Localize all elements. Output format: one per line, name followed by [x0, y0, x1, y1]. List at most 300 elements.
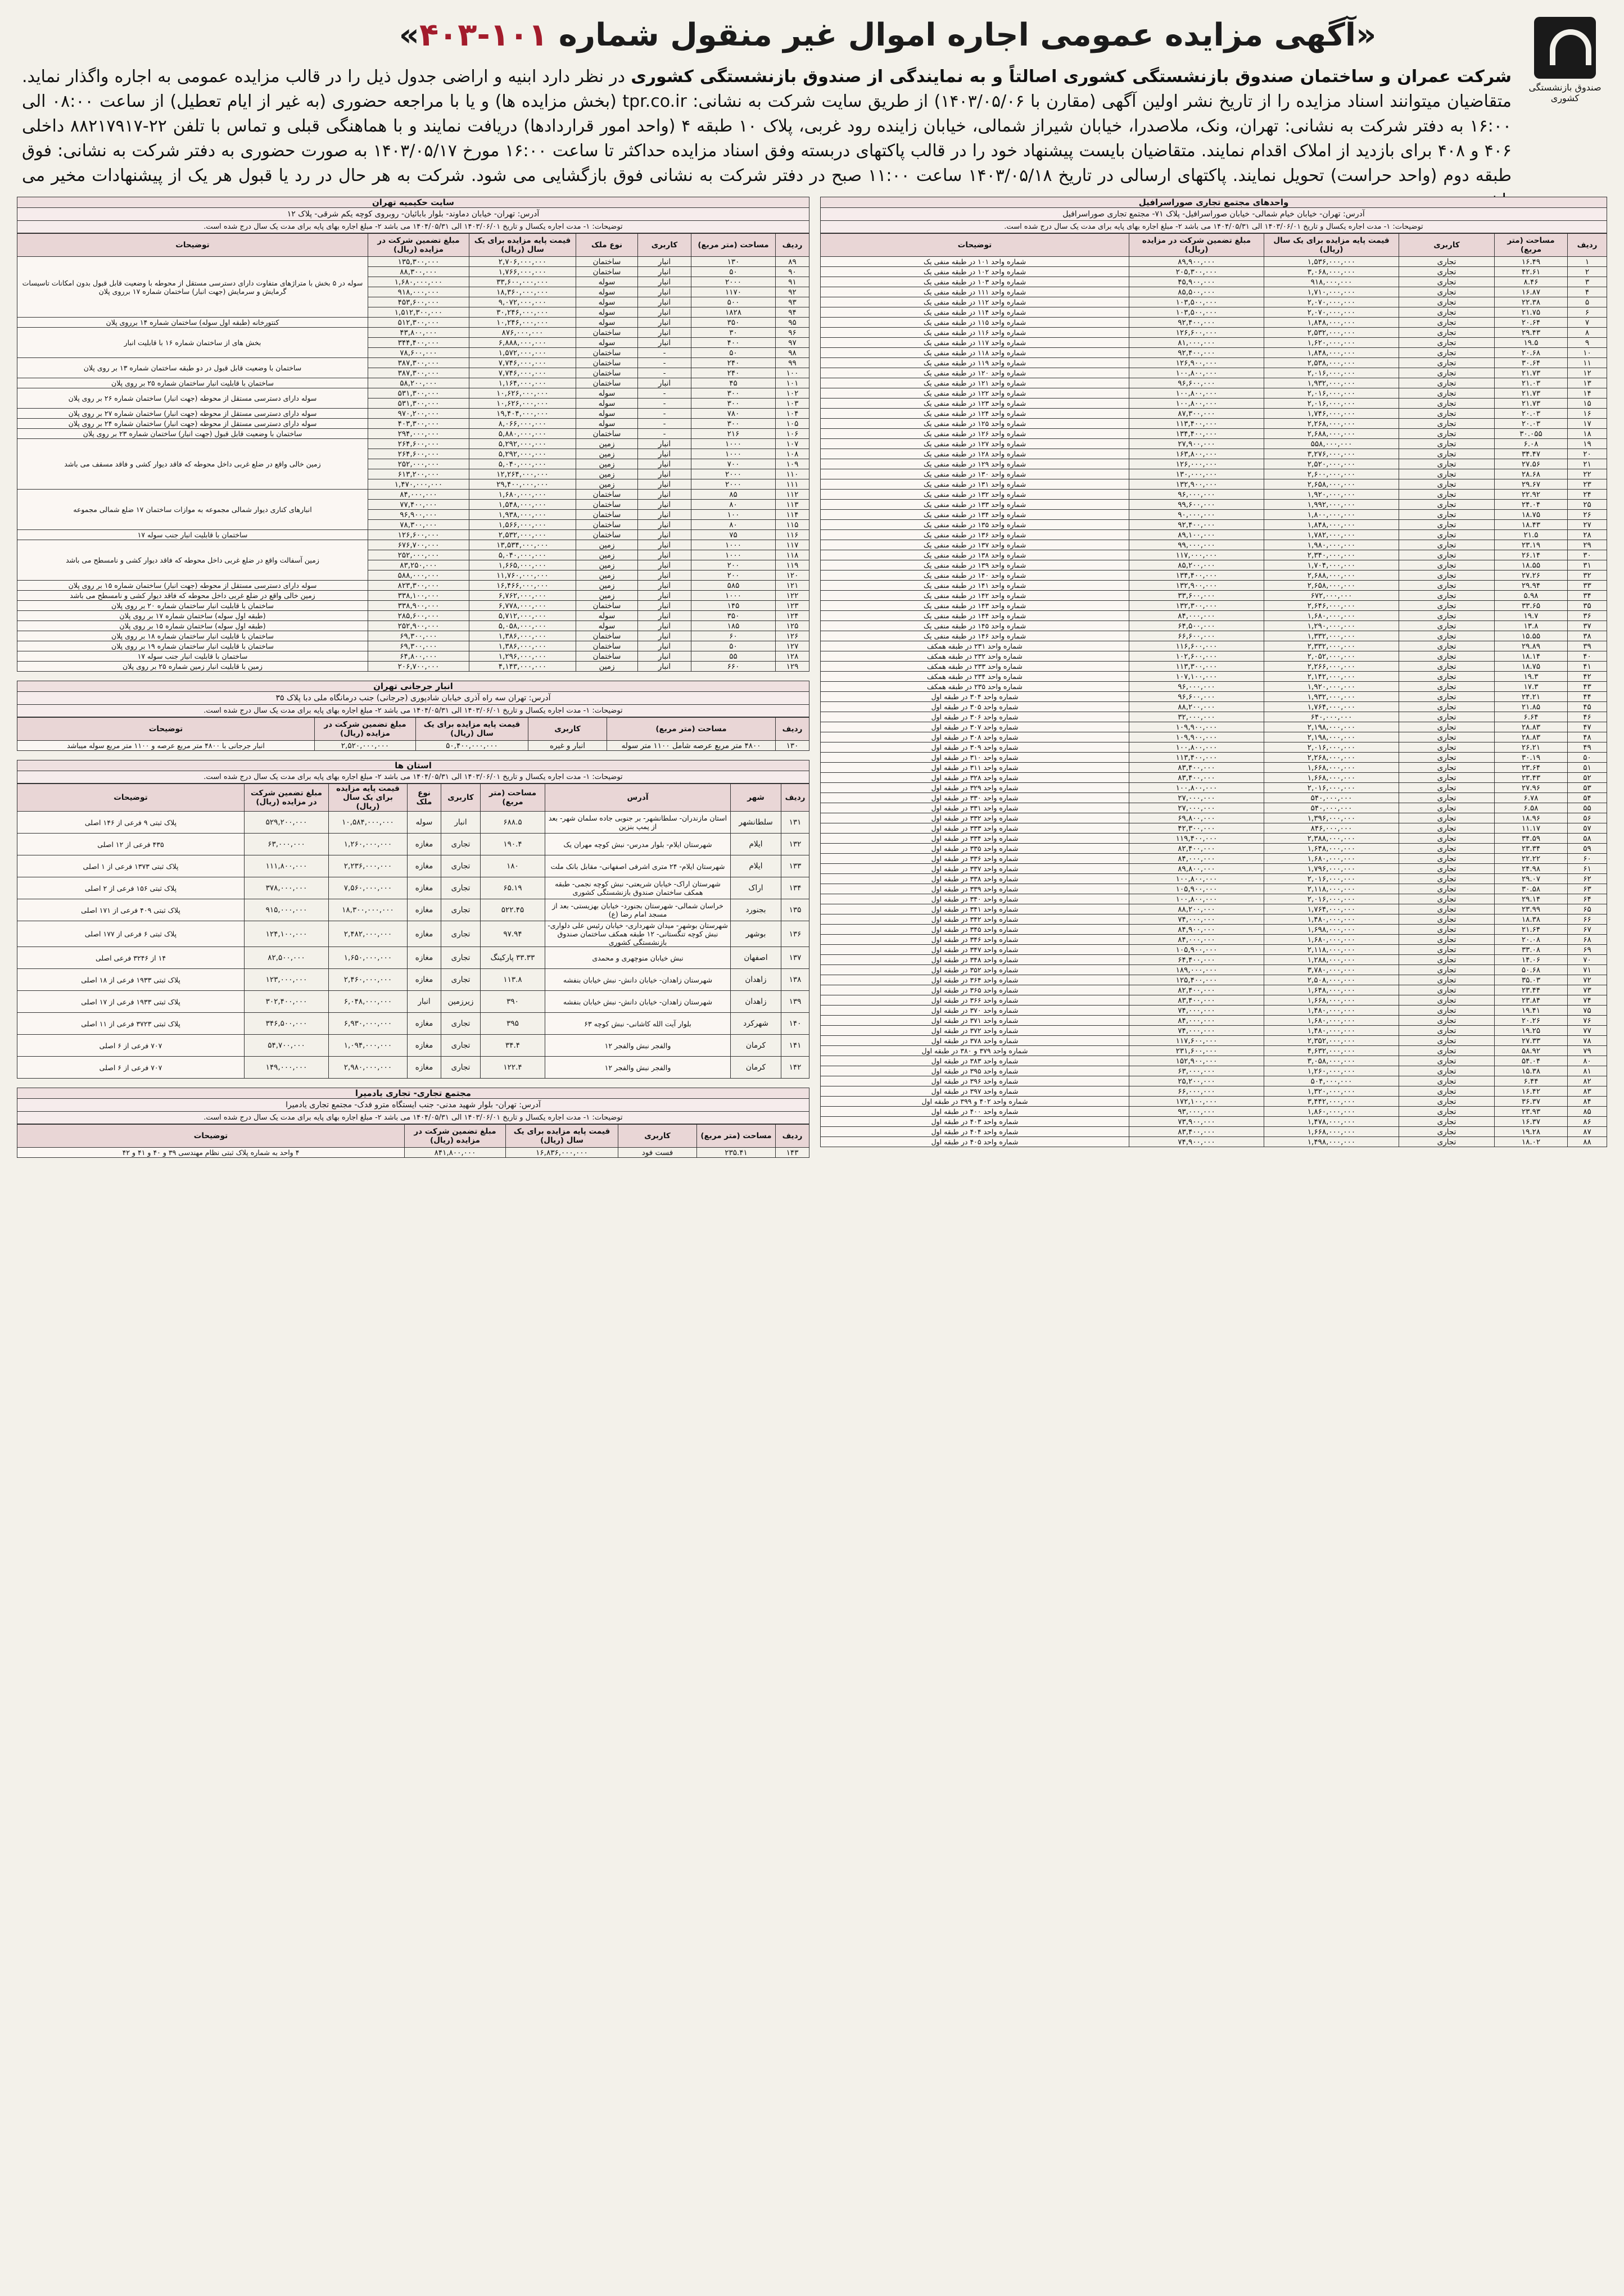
column-header: مساحت (متر مربع) [697, 1125, 776, 1148]
table-row [821, 601, 1607, 611]
table-cell: سوله [576, 307, 638, 318]
table-cell: شماره واحد ۱۴۵ در طبقه منفی یک [821, 621, 1129, 631]
table-cell: شماره واحد ۱۲۸ در طبقه منفی یک [821, 449, 1129, 459]
table-cell: ۹۶,۰۰۰,۰۰۰ [1129, 682, 1264, 692]
table-cell: تجاری [1399, 783, 1495, 793]
table-cell: شماره واحد ۱۳۰ در طبقه منفی یک [821, 469, 1129, 479]
table-cell: ایلام [731, 855, 781, 877]
column-header: توضیحات [821, 234, 1129, 257]
table-cell: ۶۹ [1568, 945, 1607, 955]
table-row [17, 991, 809, 1013]
table-cell: ۱,۵۴۸,۰۰۰,۰۰۰ [469, 500, 576, 510]
table-cell: تجاری [1399, 793, 1495, 803]
table-cell: مغازه [408, 921, 441, 947]
table-cell: ۶۵.۱۹ [481, 877, 545, 899]
table-cell: ۶.۷۸ [1495, 793, 1568, 803]
table-cell: ۹۱۸,۰۰۰,۰۰۰ [368, 287, 469, 297]
table-cell: ۱۸.۰۲ [1495, 1137, 1568, 1147]
table-cell: ۲۹۴,۰۰۰,۰۰۰ [368, 429, 469, 439]
table-row [821, 398, 1607, 409]
table-cell: شماره واحد ۳۰۸ در طبقه اول [821, 732, 1129, 742]
table-cell: ۱ [1568, 257, 1607, 267]
row-description: ساختمان با قابلیت انبار ساختمان شماره ۲۵ بر روی پلان [17, 378, 368, 388]
table-row [821, 429, 1607, 439]
table-cell: ۱,۸۶۰,۰۰۰,۰۰۰ [1264, 1107, 1399, 1117]
table-cell: ۱,۶۶۸,۰۰۰,۰۰۰ [1264, 763, 1399, 773]
table-cell: ۱۱۹,۴۰۰,۰۰۰ [1129, 834, 1264, 844]
row-description: ساختمان با وضعیت قابل قبول در دو طبقه ساختمان شماره ۱۳ بر روی پلان [17, 358, 368, 378]
table-cell: انبار [638, 591, 691, 601]
table-cell: ۱۰۰ [776, 368, 809, 378]
table-cell: ۶.۵۸ [1495, 803, 1568, 813]
table-cell: انبار [638, 631, 691, 641]
table-cell: ۲۹ [1568, 540, 1607, 550]
table-cell: ۲۷ [1568, 520, 1607, 530]
table-cell: ۱۸,۳۰۰,۰۰۰,۰۰۰ [329, 899, 408, 921]
table-cell: ۱۱ [1568, 358, 1607, 368]
table-cell: ۳۴.۴۷ [1495, 449, 1568, 459]
table-cell: ۳۷ [1568, 621, 1607, 631]
table-cell: ۸۸,۲۰۰,۰۰۰ [1129, 904, 1264, 914]
table-cell: ۸۸ [1568, 1137, 1607, 1147]
table-row [821, 662, 1607, 672]
table-cell: ۱۶,۴۶۶,۰۰۰,۰۰۰ [469, 581, 576, 591]
table-cell: ۳۴.۵۹ [1495, 834, 1568, 844]
table-cell: شماره واحد ۳۴۵ در طبقه اول [821, 925, 1129, 935]
table-cell: سوله [576, 621, 638, 631]
table-cell: ۸۰ [691, 500, 776, 510]
table-row [821, 702, 1607, 712]
table-cell: ۳۰ [691, 328, 776, 338]
table-cell: تجاری [1399, 662, 1495, 672]
table-cell: ۱۹.۴۱ [1495, 1006, 1568, 1016]
table-cell: سوله [408, 812, 441, 834]
table-cell: ۴۰ [1568, 651, 1607, 662]
table-cell: - [638, 429, 691, 439]
column-header: مساحت (متر مربع) [691, 234, 776, 257]
table-cell: تجاری [1399, 1117, 1495, 1127]
table-row [821, 742, 1607, 753]
table-cell: تجاری [1399, 1006, 1495, 1016]
table-cell: ۲۲ [1568, 469, 1607, 479]
table-cell: ساختمان [576, 641, 638, 651]
table-row [821, 1026, 1607, 1036]
table-cell: ۹۶,۶۰۰,۰۰۰ [1129, 378, 1264, 388]
table-cell: ۱,۶۲۰,۰۰۰,۰۰۰ [1264, 338, 1399, 348]
table-cell: شماره واحد ۳۳۵ در طبقه اول [821, 844, 1129, 854]
column-header: کاربری [618, 1125, 697, 1148]
table-cell: ۸۴۶,۰۰۰,۰۰۰ [1264, 823, 1399, 834]
table-cell: تجاری [1399, 469, 1495, 479]
table-cell: بلوار آیت الله کاشانی- نبش کوچه ۶۳ [545, 1013, 731, 1035]
company-name: شرکت عمران و ساختمان صندوق بازنشستگی کشوری اصالتاً و به نمایندگی از صندوق بازنشستگی کشوری [631, 67, 1512, 87]
table-cell: تجاری [1399, 955, 1495, 965]
table-cell: پلاک ثبتی ۱۹۳۳ فرعی از ۱۷ اصلی [17, 991, 245, 1013]
table-row [821, 277, 1607, 287]
table-cell: ۵۰ [1568, 753, 1607, 763]
table-cell: زمین [576, 570, 638, 581]
table-cell: شماره واحد ۳۹۵ در طبقه اول [821, 1066, 1129, 1076]
column-header: توضیحات [17, 234, 368, 257]
table-cell: شماره واحد ۱۲۷ در طبقه منفی یک [821, 439, 1129, 449]
table-cell: ۶۶,۰۰۰,۰۰۰ [1129, 1086, 1264, 1097]
table-cell: ساختمان [576, 348, 638, 358]
table-cell: ۱,۰۹۴,۰۰۰,۰۰۰ [329, 1035, 408, 1057]
table-cell: شماره واحد ۴۰۲ و ۳۹۹ در طبقه اول [821, 1097, 1129, 1107]
table-cell: شماره واحد ۳۴۶ در طبقه اول [821, 935, 1129, 945]
table-cell: تجاری [1399, 995, 1495, 1006]
table-cell: ۱۲۶,۰۰۰,۰۰۰ [1129, 459, 1264, 469]
table-cell: ۲۱.۶۴ [1495, 925, 1568, 935]
table-cell: ۱۸۵ [691, 621, 776, 631]
table-cell: شماره واحد ۲۳۱ در طبقه همکف [821, 641, 1129, 651]
table-cell: تجاری [1399, 975, 1495, 985]
table-cell: ۱۰۰,۸۰۰,۰۰۰ [1129, 742, 1264, 753]
table-row [821, 1036, 1607, 1046]
table-cell: تجاری [1399, 277, 1495, 287]
table-cell: ساختمان [576, 651, 638, 662]
table-cell: والفجر نبش والفجر ۱۲ [545, 1057, 731, 1079]
section-address: آدرس: تهران- بلوار شهید مدنی- جنب ایستگاه مترو فدک- مجتمع تجاری یادمیرا [17, 1099, 809, 1112]
table-cell: ۱۱۳.۸ [481, 969, 545, 991]
table-cell: ۶۴ [1568, 894, 1607, 904]
table-cell: ۹۲ [776, 287, 809, 297]
table-cell: ۳۰,۲۴۶,۰۰۰,۰۰۰ [469, 307, 576, 318]
table-cell: ۳۷۸,۰۰۰,۰۰۰ [245, 877, 329, 899]
table-row [821, 672, 1607, 682]
column-header: کاربری [441, 784, 481, 812]
jarjani-table [17, 717, 809, 751]
table-row [17, 530, 809, 540]
table-cell: ۶۴,۵۰۰,۰۰۰ [1129, 621, 1264, 631]
table-cell: اصفهان [731, 947, 781, 969]
table-row [17, 1013, 809, 1035]
table-cell: پلاک ثبتی ۴۰۹ فرعی از ۱۷۱ اصلی [17, 899, 245, 921]
table-row [821, 732, 1607, 742]
table-cell: ۳۳ [1568, 581, 1607, 591]
table-cell: ۵۰۴,۰۰۰,۰۰۰ [1264, 1076, 1399, 1086]
table-cell: ۵۲۲.۴۵ [481, 899, 545, 921]
table-cell: ۳۳۸,۹۰۰,۰۰۰ [368, 601, 469, 611]
table-row [821, 854, 1607, 864]
table-cell: ۲۴ [1568, 490, 1607, 500]
table-cell: ۱,۷۴۶,۰۰۰,۰۰۰ [1264, 409, 1399, 419]
table-cell: انبار [638, 581, 691, 591]
table-cell: شماره واحد ۱۱۹ در طبقه منفی یک [821, 358, 1129, 368]
table-cell: ۲,۱۱۸,۰۰۰,۰۰۰ [1264, 884, 1399, 894]
column-header: مساحت (متر مربع) [1495, 234, 1568, 257]
table-cell: ۱۶.۸۷ [1495, 287, 1568, 297]
table-row [821, 469, 1607, 479]
table-cell: ۲۰ [1568, 449, 1607, 459]
table-row [821, 1076, 1607, 1086]
table-cell: ۸۴,۰۰۰,۰۰۰ [368, 490, 469, 500]
table-cell: ۷۰۰ [691, 459, 776, 469]
table-cell: ۲۳.۶۴ [1495, 763, 1568, 773]
table-cell: تجاری [1399, 985, 1495, 995]
table-cell: ۱۰۰۰ [691, 449, 776, 459]
table-cell: زمین [576, 550, 638, 560]
table-cell: تجاری [1399, 500, 1495, 510]
table-row [821, 591, 1607, 601]
table-cell: ۲,۱۴۲,۰۰۰,۰۰۰ [1264, 672, 1399, 682]
table-cell: تجاری [1399, 965, 1495, 975]
table-cell: ۱۰۰ [691, 510, 776, 520]
table-cell: ۸۴ [1568, 1097, 1607, 1107]
table-cell: سوله [576, 388, 638, 398]
table-row [17, 328, 809, 338]
table-cell: شماره واحد ۳۵۲ در طبقه اول [821, 965, 1129, 975]
table-cell: ۹۷ [776, 338, 809, 348]
table-cell: شماره واحد ۱۳۲ در طبقه منفی یک [821, 490, 1129, 500]
table-cell: ۲۵۲,۰۰۰,۰۰۰ [368, 550, 469, 560]
table-cell: ۲۳۱,۶۰۰,۰۰۰ [1129, 1046, 1264, 1056]
table-cell: ۶۶,۶۰۰,۰۰۰ [1129, 631, 1264, 641]
table-cell: ۱۱۷,۶۰۰,۰۰۰ [1129, 1036, 1264, 1046]
table-row [17, 662, 809, 672]
column-header: قیمت پایه مزایده برای یک سال (ریال) [469, 234, 576, 257]
table-cell: ۹۷.۹۴ [481, 921, 545, 947]
table-cell: ۲۵۲,۹۰۰,۰۰۰ [368, 621, 469, 631]
table-cell: ۹۹,۰۰۰,۰۰۰ [1129, 540, 1264, 550]
table-cell: ۲,۶۸۸,۰۰۰,۰۰۰ [1264, 429, 1399, 439]
table-cell: ۳,۷۸۰,۰۰۰,۰۰۰ [1264, 965, 1399, 975]
table-cell: ۲۰۵,۳۰۰,۰۰۰ [1129, 267, 1264, 277]
table-cell: ۵,۰۴۰,۰۰۰,۰۰۰ [469, 459, 576, 469]
table-cell: ۱۹,۴۰۴,۰۰۰,۰۰۰ [469, 409, 576, 419]
table-cell: ۱۴.۰۶ [1495, 955, 1568, 965]
row-description: زمین با قابلیت انبار زمین شماره ۲۵ بر روی پلان [17, 662, 368, 672]
table-row [17, 1057, 809, 1079]
table-cell: مغازه [408, 1057, 441, 1079]
table-cell: ۱۹۰.۴ [481, 834, 545, 855]
table-cell: ۱۱۷ [776, 540, 809, 550]
table-cell: تجاری [1399, 1086, 1495, 1097]
page-title: «آگهی مزایده عمومی اجاره اموال غیر منقول شماره ۱۰۱-۴۰۳» [399, 17, 1377, 53]
table-cell: انبار جرجانی با ۴۸۰۰ متر مربع عرصه و ۱۱۰۰ متر مربع سوله میباشد [17, 741, 315, 751]
table-row [17, 318, 809, 328]
table-cell: ۲,۵۳۲,۰۰۰,۰۰۰ [469, 530, 576, 540]
table-cell: شماره واحد ۱۴۳ در طبقه منفی یک [821, 601, 1129, 611]
table-cell: ۳,۰۶۸,۰۰۰,۰۰۰ [1264, 267, 1399, 277]
table-cell: اراک [731, 877, 781, 899]
table-row [17, 877, 809, 899]
table-cell: ۲,۰۱۶,۰۰۰,۰۰۰ [1264, 874, 1399, 884]
table-cell: ۳۸۷,۳۰۰,۰۰۰ [368, 358, 469, 368]
table-cell: زمین [576, 540, 638, 550]
table-row [821, 611, 1607, 621]
table-cell: ۲,۷۰۶,۰۰۰,۰۰۰ [469, 257, 576, 267]
table-cell: تجاری [1399, 530, 1495, 540]
table-cell: ۲۵ [1568, 500, 1607, 510]
table-cell: ۱۴۲ [781, 1057, 809, 1079]
table-cell: ۱۵.۵۵ [1495, 631, 1568, 641]
table-cell: ۵,۰۴۰,۰۰۰,۰۰۰ [469, 550, 576, 560]
table-row [17, 834, 809, 855]
table-cell: ۱۱,۷۶۰,۰۰۰,۰۰۰ [469, 570, 576, 581]
table-cell: ۱,۷۰۴,۰۰۰,۰۰۰ [1264, 560, 1399, 570]
table-cell: ۷۷ [1568, 1026, 1607, 1036]
table-cell: ۷۰۷ فرعی از ۶ اصلی [17, 1057, 245, 1079]
table-cell: شماره واحد ۳۳۲ در طبقه اول [821, 813, 1129, 823]
table-cell: انبار و غیره [528, 741, 607, 751]
table-cell: ۳۴.۴ [481, 1035, 545, 1057]
table-cell: تجاری [1399, 641, 1495, 651]
table-cell: ۱۹.۲۵ [1495, 1026, 1568, 1036]
table-cell: ۲۳ [1568, 479, 1607, 490]
table-cell: زمین [576, 479, 638, 490]
table-cell: ۱۴۵ [691, 601, 776, 611]
table-cell: ۲۱.۷۳ [1495, 388, 1568, 398]
table-cell: ۲,۴۶۰,۰۰۰,۰۰۰ [329, 969, 408, 991]
table-cell: تجاری [441, 899, 481, 921]
table-cell: ۲,۶۸۸,۰۰۰,۰۰۰ [1264, 570, 1399, 581]
table-cell: ۱۰۰۰ [691, 439, 776, 449]
table-cell: شماره واحد ۳۰۶ در طبقه اول [821, 712, 1129, 722]
table-cell: شماره واحد ۳۳۹ در طبقه اول [821, 884, 1129, 894]
table-cell: ۱۲۲.۴ [481, 1057, 545, 1079]
table-row [821, 783, 1607, 793]
table-cell: ۱,۹۳۲,۰۰۰,۰۰۰ [1264, 692, 1399, 702]
table-cell: ۱۱۳,۴۰۰,۰۰۰ [1129, 419, 1264, 429]
left-column [17, 197, 809, 1158]
table-cell: ۱۲۸ [776, 651, 809, 662]
table-cell: ۱۳۱ [781, 812, 809, 834]
table-cell: ۱۱۹ [776, 560, 809, 570]
table-cell: ۲۱۶ [691, 429, 776, 439]
table-cell: ۵۳ [1568, 783, 1607, 793]
column-header: نوع ملک [408, 784, 441, 812]
table-cell: ۱۸۹,۰۰۰,۰۰۰ [1129, 965, 1264, 975]
table-cell: تجاری [1399, 449, 1495, 459]
table-cell: ۳۶.۳۷ [1495, 1097, 1568, 1107]
table-cell: شماره واحد ۳۳۸ در طبقه اول [821, 874, 1129, 884]
table-cell: تجاری [441, 969, 481, 991]
table-cell: ۵۳۱,۳۰۰,۰۰۰ [368, 388, 469, 398]
table-cell: ۳۱ [1568, 560, 1607, 570]
table-cell: انبار [638, 267, 691, 277]
table-cell: ۲۱ [1568, 459, 1607, 469]
table-cell: تجاری [441, 1035, 481, 1057]
table-cell: ۲۳.۴۴ [1495, 985, 1568, 995]
table-cell: انبار [638, 257, 691, 267]
table-cell: ۲,۶۵۸,۰۰۰,۰۰۰ [1264, 479, 1399, 490]
table-cell: ۲۴۰ [691, 368, 776, 378]
section-note: توضیحات: ۱- مدت اجاره یکسال و تاریخ ۱۴۰۳/۰۶/۰۱ الی ۱۴۰۴/۰۵/۳۱ می باشد ۲- مبلغ اجاره بهای پایه برای مدت یک سال درج شده است. [17, 705, 809, 717]
table-cell: شماره واحد ۳۴۲ در طبقه اول [821, 914, 1129, 925]
table-cell: ۶۷۶,۷۰۰,۰۰۰ [368, 540, 469, 550]
table-cell: ۱,۴۸۰,۰۰۰,۰۰۰ [1264, 1006, 1399, 1016]
table-cell: ۲۱.۷۵ [1495, 307, 1568, 318]
table-cell: شماره واحد ۳۱۰ در طبقه اول [821, 753, 1129, 763]
column-header: قیمت پایه مزایده برای یک سال (ریال) [329, 784, 408, 812]
table-cell: ۲۳.۴۳ [1495, 773, 1568, 783]
table-cell: ۴۸۰۰ متر مربع عرصه شامل ۱۱۰۰ متر سوله [607, 741, 776, 751]
table-cell: ۱۰۸ [776, 449, 809, 459]
table-cell: مغازه [408, 855, 441, 877]
table-row [821, 763, 1607, 773]
column-header: مبلغ تضمین شرکت در مزایده (ریال) [1129, 234, 1264, 257]
table-cell: شماره واحد ۱۳۵ در طبقه منفی یک [821, 520, 1129, 530]
table-cell: انبار [638, 328, 691, 338]
table-cell: ۲۱.۷۳ [1495, 398, 1568, 409]
table-cell: ۲,۰۵۲,۰۰۰,۰۰۰ [1264, 651, 1399, 662]
table-cell: - [638, 358, 691, 368]
column-header: ردیف [776, 1125, 809, 1148]
table-cell: کرمان [731, 1035, 781, 1057]
table-cell: ۶۳ [1568, 884, 1607, 894]
table-cell: تجاری [1399, 368, 1495, 378]
table-row [821, 338, 1607, 348]
table-cell: ۱۰۰,۸۰۰,۰۰۰ [1129, 874, 1264, 884]
table-row [821, 874, 1607, 884]
table-cell: ۱۳۴,۴۰۰,۰۰۰ [1129, 429, 1264, 439]
table-cell: تجاری [1399, 257, 1495, 267]
table-cell: ۲۵,۲۰۰,۰۰۰ [1129, 1076, 1264, 1086]
table-cell: انبار [638, 307, 691, 318]
table-cell: ۹۲,۴۰۰,۰۰۰ [1129, 520, 1264, 530]
table-cell: ۸۸,۲۰۰,۰۰۰ [1129, 702, 1264, 712]
table-cell: شماره واحد ۱۴۲ در طبقه منفی یک [821, 591, 1129, 601]
table-cell: ۲۳۵.۴۱ [697, 1148, 776, 1158]
table-cell: شماره واحد ۱۴۶ در طبقه منفی یک [821, 631, 1129, 641]
table-cell: ۱۳۸ [781, 969, 809, 991]
table-cell: انبار [638, 287, 691, 297]
table-row [821, 409, 1607, 419]
table-cell: ۲,۲۳۶,۰۰۰,۰۰۰ [329, 855, 408, 877]
table-row [17, 388, 809, 398]
table-cell: - [638, 388, 691, 398]
row-description: (طبقه اول سوله) ساختمان شماره ۱۵ بر روی پلان [17, 621, 368, 631]
table-cell: ۲,۳۵۲,۰۰۰,۰۰۰ [1264, 1036, 1399, 1046]
table-row [821, 1107, 1607, 1117]
table-cell: شماره واحد ۱۰۱ در طبقه منفی یک [821, 257, 1129, 267]
table-cell: انبار [638, 651, 691, 662]
table-cell: ۲,۲۶۸,۰۰۰,۰۰۰ [1264, 753, 1399, 763]
table-cell: شماره واحد ۲۳۳ در طبقه همکف [821, 662, 1129, 672]
table-cell: مغازه [408, 1013, 441, 1035]
table-cell: ۷۳ [1568, 985, 1607, 995]
table-cell: ۲,۵۰۸,۰۰۰,۰۰۰ [1264, 975, 1399, 985]
table-cell: تجاری [1399, 479, 1495, 490]
table-cell: ۲۳.۸۴ [1495, 995, 1568, 1006]
table-cell: ۱۸ [1568, 429, 1607, 439]
table-cell: ۸۴,۰۰۰,۰۰۰ [1129, 854, 1264, 864]
table-cell: زاهدان [731, 991, 781, 1013]
table-cell: ۱۳۹ [781, 991, 809, 1013]
table-cell: ۲۸.۸۳ [1495, 732, 1568, 742]
table-cell: ۲,۱۹۸,۰۰۰,۰۰۰ [1264, 722, 1399, 732]
table-cell: ۲۹,۴۰۰,۰۰۰,۰۰۰ [469, 479, 576, 490]
table-cell: ۹,۰۷۲,۰۰۰,۰۰۰ [469, 297, 576, 307]
table-cell: ۸۰ [1568, 1056, 1607, 1066]
table-cell: ۹۴ [776, 307, 809, 318]
table-cell: ۸۳,۴۰۰,۰۰۰ [1129, 773, 1264, 783]
table-row [17, 631, 809, 641]
table-row [821, 530, 1607, 540]
table-cell: ۶۱۳,۲۰۰,۰۰۰ [368, 469, 469, 479]
table-cell: ۲,۶۵۸,۰۰۰,۰۰۰ [1264, 581, 1399, 591]
table-cell: تجاری [1399, 601, 1495, 611]
table-cell: مغازه [408, 877, 441, 899]
table-cell: شماره واحد ۳۴۱ در طبقه اول [821, 904, 1129, 914]
table-cell: ۱,۷۸۲,۰۰۰,۰۰۰ [1264, 530, 1399, 540]
table-cell: ۲۸.۶۸ [1495, 469, 1568, 479]
table-row [821, 1086, 1607, 1097]
table-cell: تجاری [1399, 631, 1495, 641]
table-cell: ۱۹.۳ [1495, 672, 1568, 682]
table-row [821, 712, 1607, 722]
